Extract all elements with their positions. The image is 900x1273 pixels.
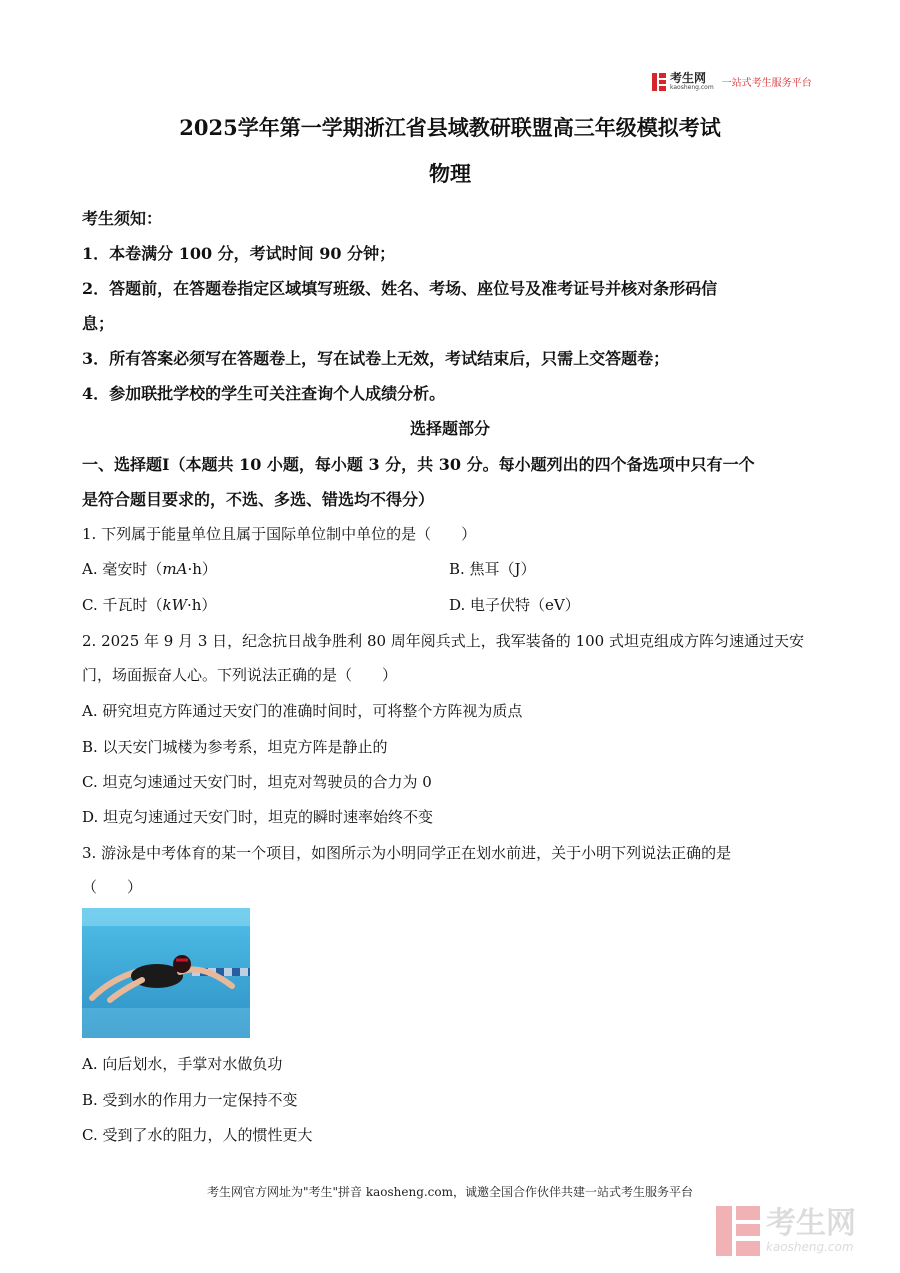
brand-header [652, 72, 812, 91]
kaosheng-watermark-icon [716, 1206, 760, 1256]
section-heading: 一、选择题Ⅰ（本题共 10 小题，每小题 3 分，共 30 分。每小题列出的四个备选项中只有一个 [82, 455, 755, 474]
q3-option-c: C. 受到了水的阻力，人的惯性更大 [82, 1126, 313, 1144]
kaosheng-logo-icon [652, 73, 666, 91]
q1-option-c: C. 千瓦时（kW·h） [82, 596, 217, 614]
part-heading: 选择题部分 [409, 419, 490, 438]
q3-stem-cont: （ ） [82, 878, 143, 896]
watermark [716, 1206, 856, 1256]
notice-item: 2．答题前，在答题卷指定区域填写班级、姓名、考场、座位号及准考证号并核对条形码信 [82, 279, 718, 298]
notice-item: 1．本卷满分 100 分，考试时间 90 分钟； [82, 244, 396, 263]
q2-stem-cont: 门，场面振奋人心。下列说法正确的是（ ） [82, 666, 398, 684]
q3-option-b: B. 受到水的作用力一定保持不变 [82, 1091, 298, 1109]
q1-stem: 1. 下列属于能量单位且属于国际单位制中单位的是（ ） [82, 525, 477, 543]
exam-title: 2025学年第一学期浙江省县域教研联盟高三年级模拟考试 [179, 115, 721, 140]
brand-name: 考生网 [670, 71, 707, 85]
notice-item: 息； [82, 314, 115, 333]
notice-item: 3．所有答案必须写在答题卷上，写在试卷上无效，考试结束后，只需上交答题卷； [82, 349, 670, 368]
section-heading-cont: 是符合题目要求的，不选、多选、错选均不得分） [82, 490, 435, 509]
swimmer-photo [82, 908, 250, 1038]
watermark-name: 考生网 [766, 1206, 856, 1241]
q2-option-c: C. 坦克匀速通过天安门时，坦克对驾驶员的合力为 0 [82, 773, 432, 791]
notice-item: 4．参加联批学校的学生可关注查询个人成绩分析。 [82, 384, 446, 403]
q2-option-a: A. 研究坦克方阵通过天安门的准确时间时，可将整个方阵视为质点 [82, 702, 523, 720]
q2-option-b: B. 以天安门城楼为参考系，坦克方阵是静止的 [82, 738, 388, 756]
exam-subject: 物理 [429, 161, 471, 186]
q3-stem: 3. 游泳是中考体育的某一个项目，如图所示为小明同学正在划水前进，关于小明下列说法正确的是 [82, 844, 732, 862]
q1-option-a: A. 毫安时（mA·h） [82, 560, 217, 578]
q1-option-b: B. 焦耳（J） [449, 560, 536, 578]
q2-option-d: D. 坦克匀速通过天安门时，坦克的瞬时速率始终不变 [82, 808, 434, 826]
brand-url: kaosheng.com [670, 84, 714, 91]
q1-option-d: D. 电子伏特（eV） [449, 596, 580, 614]
page-footer: 考生网官方网址为"考生"拼音 kaosheng.com，诚邀全国合作伙伴共建一站式考生服务平台 [206, 1185, 694, 1199]
watermark-url: kaosheng.com [766, 1240, 854, 1254]
q3-option-a: A. 向后划水，手掌对水做负功 [82, 1055, 283, 1073]
brand-slogan: 一站式考生服务平台 [721, 78, 812, 89]
q2-stem: 2. 2025 年 9 月 3 日，纪念抗日战争胜利 80 周年阅兵式上，我军装备的 100 式坦克组成方阵匀速通过天安 [82, 632, 804, 650]
notice-heading: 考生须知： [82, 209, 163, 228]
